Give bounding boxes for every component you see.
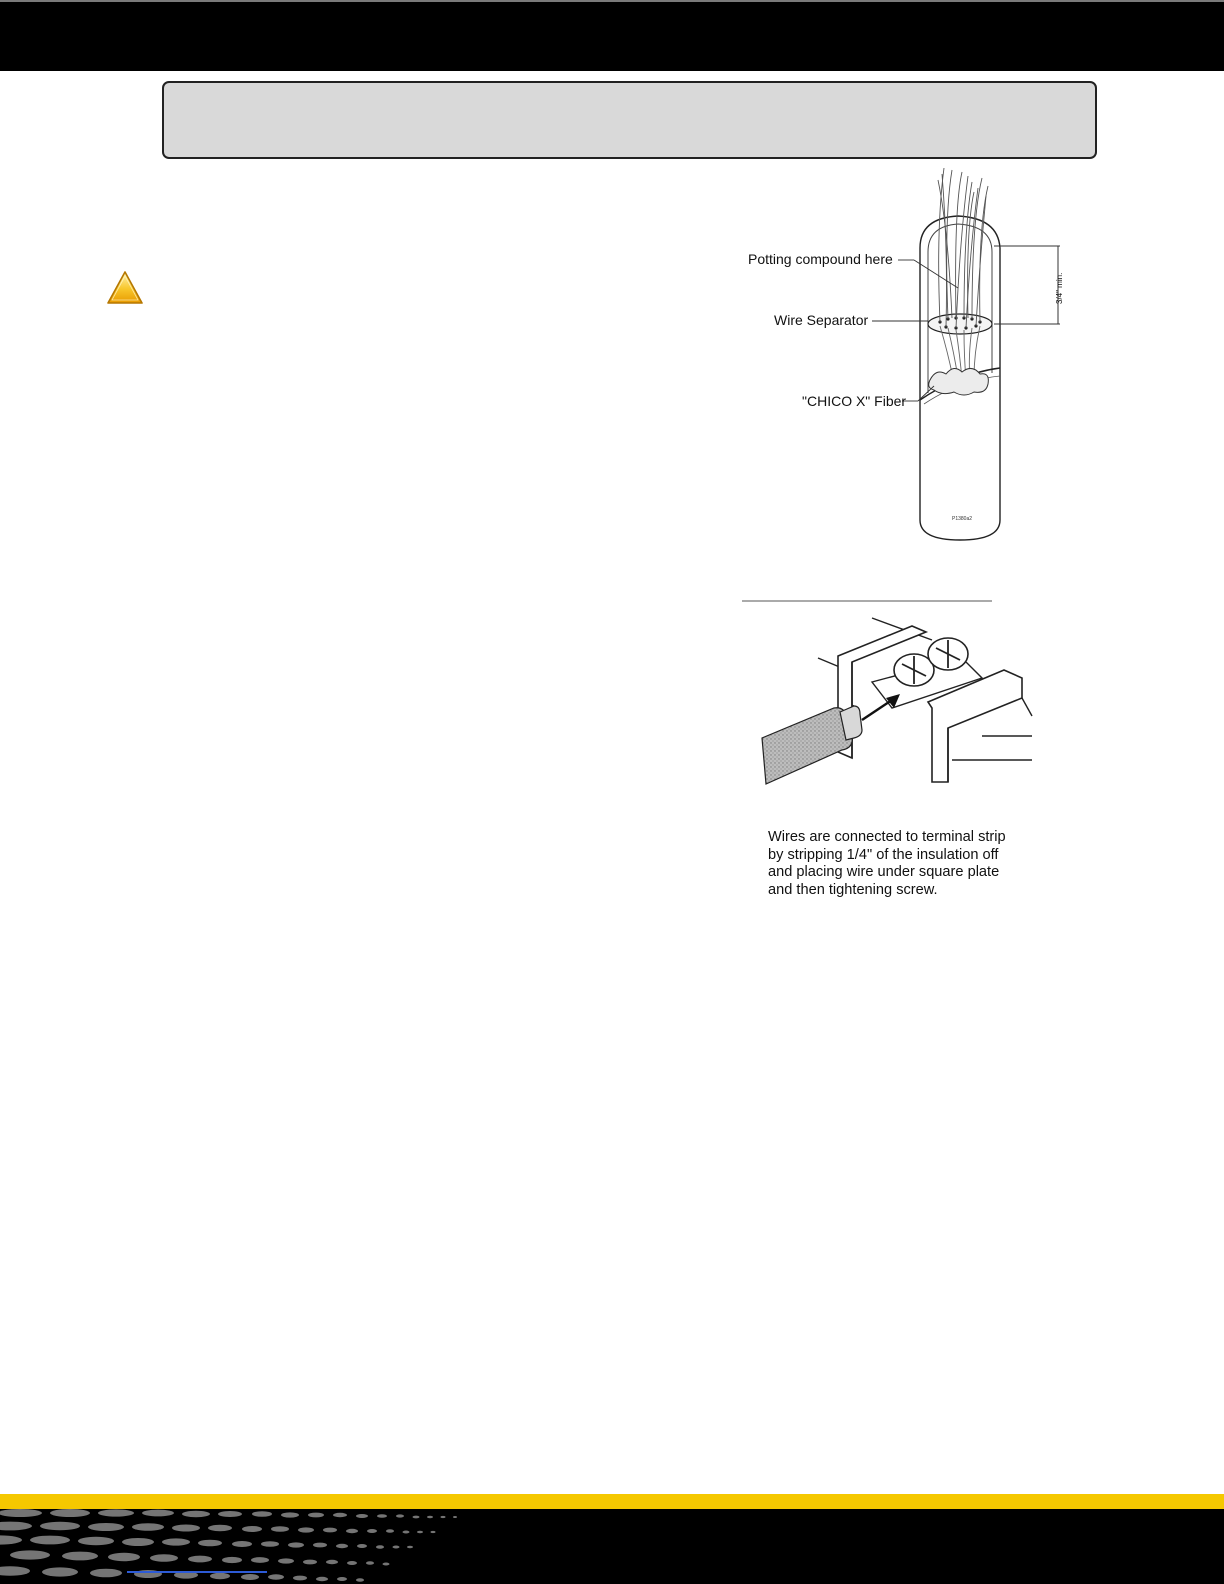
warning-triangle-icon — [106, 270, 144, 306]
chico-fiber-label: "CHICO X" Fiber — [802, 393, 907, 409]
wire-separator-label: Wire Separator — [774, 312, 869, 328]
caption-line: by stripping 1/4" of the insulation off — [768, 846, 999, 863]
caption-line: Wires are connected to terminal strip — [768, 829, 1006, 845]
footer-link-underline[interactable] — [127, 1571, 267, 1573]
footer-accent-stripe — [0, 1494, 1224, 1509]
header-bar — [0, 0, 1224, 71]
potting-compound-label: Potting compound here — [748, 251, 893, 267]
dimension-label: 3/4" min. — [1055, 272, 1064, 304]
terminal-strip-caption — [768, 829, 1068, 899]
caption-line: and then tightening screw. — [768, 881, 938, 898]
terminal-strip-diagram — [742, 598, 1072, 808]
caption-line: and placing wire under square plate — [768, 864, 1000, 881]
section-title-box — [162, 81, 1097, 159]
part-number-label: P1380a2 — [952, 516, 973, 522]
sealing-fitting-diagram — [748, 168, 1088, 548]
